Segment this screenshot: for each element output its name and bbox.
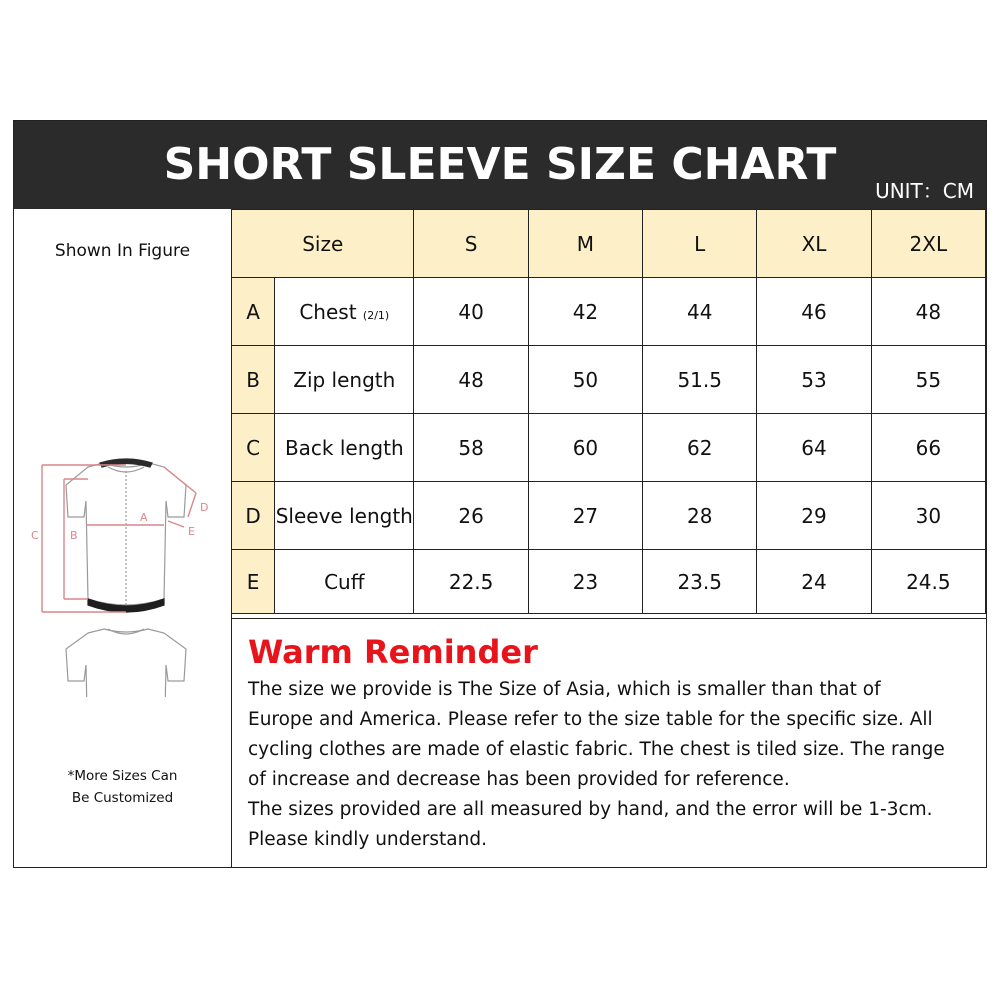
- reminder-line: of increase and decrease has been provided for reference.: [248, 769, 790, 790]
- table-row-back-length: [232, 414, 986, 482]
- row-name: Sleeve length: [275, 482, 414, 550]
- table-cell: 28: [643, 482, 757, 550]
- table-cell: 48: [414, 346, 528, 414]
- table-cell: 23: [528, 550, 642, 614]
- shown-in-figure-label: Shown In Figure: [54, 241, 191, 261]
- table-cell: 40: [414, 278, 528, 346]
- table-row-zip-length: [232, 346, 986, 414]
- table-cell: 51.5: [643, 346, 757, 414]
- table-cell: 53: [757, 346, 871, 414]
- note-line-2: Be Customized: [71, 790, 174, 806]
- table-cell: 64: [757, 414, 871, 482]
- diagram-letter-a: A: [140, 511, 148, 524]
- reminder-title: Warm Reminder: [248, 633, 538, 671]
- table-cell: 50: [528, 346, 642, 414]
- jersey-front-icon: [66, 459, 186, 612]
- row-name: Back length: [275, 414, 414, 482]
- table-cell: 26: [414, 482, 528, 550]
- table-row-chest: [232, 278, 986, 346]
- size-m-header: M: [528, 210, 642, 278]
- row-letter: D: [232, 482, 275, 550]
- chart-header: [14, 121, 986, 209]
- jersey-diagram: [28, 367, 218, 697]
- size-header: Size: [232, 210, 414, 278]
- reminder-line: The sizes provided are all measured by hand, and the error will be 1-3cm.: [248, 799, 933, 820]
- warm-reminder-section: [231, 618, 986, 867]
- row-letter: B: [232, 346, 275, 414]
- reminder-line: Europe and America. Please refer to the size table for the specific size. All: [248, 709, 933, 730]
- row-name: Zip length: [275, 346, 414, 414]
- reminder-body: [248, 675, 978, 855]
- table-cell: 42: [528, 278, 642, 346]
- unit-label: UNIT：CM: [875, 179, 974, 203]
- table-cell: 30: [871, 482, 985, 550]
- chart-title: SHORT SLEEVE SIZE CHART: [163, 139, 837, 190]
- row-letter: A: [232, 278, 275, 346]
- custom-sizes-note: [14, 765, 231, 809]
- table-row-sleeve-length: [232, 482, 986, 550]
- size-chart: [13, 120, 987, 868]
- reminder-line: cycling clothes are made of elastic fabric. The chest is tiled size. The range: [248, 739, 945, 760]
- table-cell: 60: [528, 414, 642, 482]
- size-table: [231, 209, 986, 614]
- reminder-line: Please kindly understand.: [248, 829, 487, 850]
- table-cell: 24.5: [871, 550, 985, 614]
- size-l-header: L: [643, 210, 757, 278]
- table-cell: 22.5: [414, 550, 528, 614]
- jersey-back-icon: [66, 629, 186, 697]
- size-xl-header: XL: [757, 210, 871, 278]
- table-row-cuff: [232, 550, 986, 614]
- row-letter: C: [232, 414, 275, 482]
- size-2xl-header: 2XL: [871, 210, 985, 278]
- note-line-1: *More Sizes Can: [67, 768, 178, 784]
- table-cell: 48: [871, 278, 985, 346]
- diagram-letter-b: B: [70, 529, 78, 542]
- table-header-row: [232, 210, 986, 278]
- table-cell: 66: [871, 414, 985, 482]
- row-note: (2/1): [362, 308, 390, 322]
- table-cell: 44: [643, 278, 757, 346]
- row-name: Cuff: [275, 550, 414, 614]
- table-cell: 46: [757, 278, 871, 346]
- diagram-letter-e: E: [188, 525, 195, 538]
- reminder-line: The size we provide is The Size of Asia, which is smaller than that of: [248, 679, 881, 700]
- table-cell: 62: [643, 414, 757, 482]
- diagram-letter-d: D: [200, 501, 209, 514]
- row-letter: E: [232, 550, 275, 614]
- size-s-header: S: [414, 210, 528, 278]
- table-cell: 24: [757, 550, 871, 614]
- row-name: Chest (2/1): [275, 278, 414, 346]
- table-cell: 23.5: [643, 550, 757, 614]
- diagram-letter-c: C: [31, 529, 39, 542]
- table-cell: 27: [528, 482, 642, 550]
- figure-panel: [14, 209, 232, 867]
- table-cell: 58: [414, 414, 528, 482]
- table-cell: 29: [757, 482, 871, 550]
- table-cell: 55: [871, 346, 985, 414]
